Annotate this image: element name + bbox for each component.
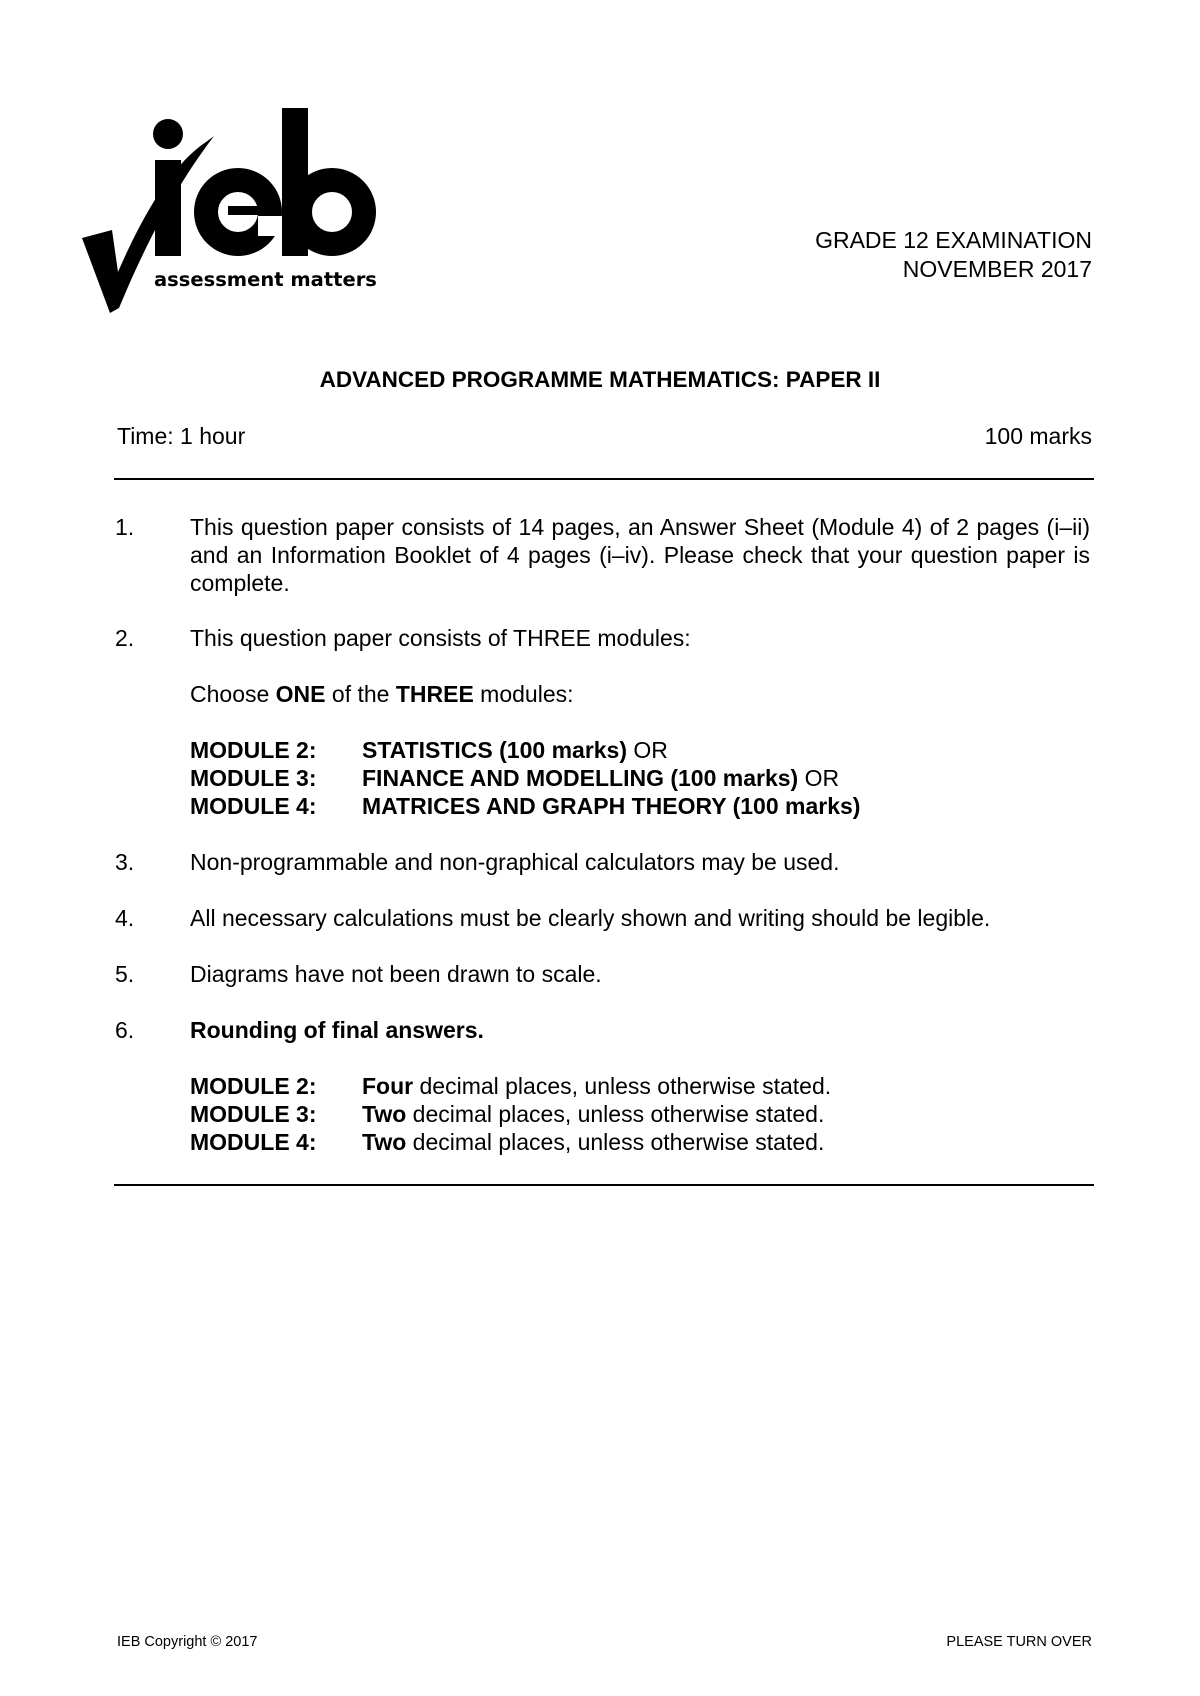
exam-grade: GRADE 12 EXAMINATION bbox=[815, 227, 1092, 253]
exam-info bbox=[815, 226, 1092, 284]
instruction-text: Non-programmable and non-graphical calculators may be used. bbox=[190, 849, 840, 875]
choose-line: Choose ONE of the THREE modules: bbox=[190, 681, 574, 707]
module-label: MODULE 3: bbox=[190, 765, 317, 791]
exam-marks: 100 marks bbox=[984, 423, 1092, 449]
module-label: MODULE 4: bbox=[190, 1129, 317, 1155]
instruction-number: 3. bbox=[115, 849, 135, 875]
instruction-number: 4. bbox=[115, 905, 135, 931]
module-label: MODULE 2: bbox=[190, 1073, 317, 1099]
instruction-text: Rounding of final answers. bbox=[190, 1017, 484, 1043]
instruction-number: 5. bbox=[115, 961, 135, 987]
instruction-text: This question paper consists of THREE modules: bbox=[190, 625, 691, 651]
instruction-text: Diagrams have not been drawn to scale. bbox=[190, 961, 602, 987]
ieb-checkmark-icon bbox=[82, 108, 412, 338]
instruction-number: 1. bbox=[115, 514, 135, 540]
instruction-text: All necessary calculations must be clearly shown and writing should be legible. bbox=[190, 905, 991, 931]
module-option: MATRICES AND GRAPH THEORY (100 marks) bbox=[362, 793, 861, 819]
rounding-rule: Four decimal places, unless otherwise stated. bbox=[362, 1073, 832, 1099]
instruction-number: 2. bbox=[115, 625, 135, 651]
module-label: MODULE 2: bbox=[190, 737, 317, 763]
footer-turn-over: PLEASE TURN OVER bbox=[946, 1634, 1092, 1650]
top-divider bbox=[114, 478, 1094, 480]
rounding-rule: Two decimal places, unless otherwise stated. bbox=[362, 1101, 825, 1127]
bottom-divider bbox=[114, 1184, 1094, 1186]
instruction-number: 6. bbox=[115, 1017, 135, 1043]
instruction-text: This question paper consists of 14 pages, an Answer Sheet (Module 4) of 2 pages (i–ii) and an Information Booklet of 4 pages (i–iv). Please check that your question paper is complete. bbox=[190, 514, 1090, 596]
footer-copyright: IEB Copyright © 2017 bbox=[117, 1634, 258, 1650]
paper-title: ADVANCED PROGRAMME MATHEMATICS: PAPER II bbox=[319, 367, 881, 392]
module-label: MODULE 4: bbox=[190, 793, 317, 819]
module-label: MODULE 3: bbox=[190, 1101, 317, 1127]
rounding-rule: Two decimal places, unless otherwise stated. bbox=[362, 1129, 825, 1155]
exam-time: Time: 1 hour bbox=[117, 423, 246, 449]
logo-tagline: assessment matters bbox=[154, 268, 377, 291]
module-option: STATISTICS (100 marks) OR bbox=[362, 737, 668, 763]
ieb-logo bbox=[82, 108, 412, 338]
module-option: FINANCE AND MODELLING (100 marks) OR bbox=[362, 765, 840, 791]
exam-date: NOVEMBER 2017 bbox=[902, 256, 1092, 282]
